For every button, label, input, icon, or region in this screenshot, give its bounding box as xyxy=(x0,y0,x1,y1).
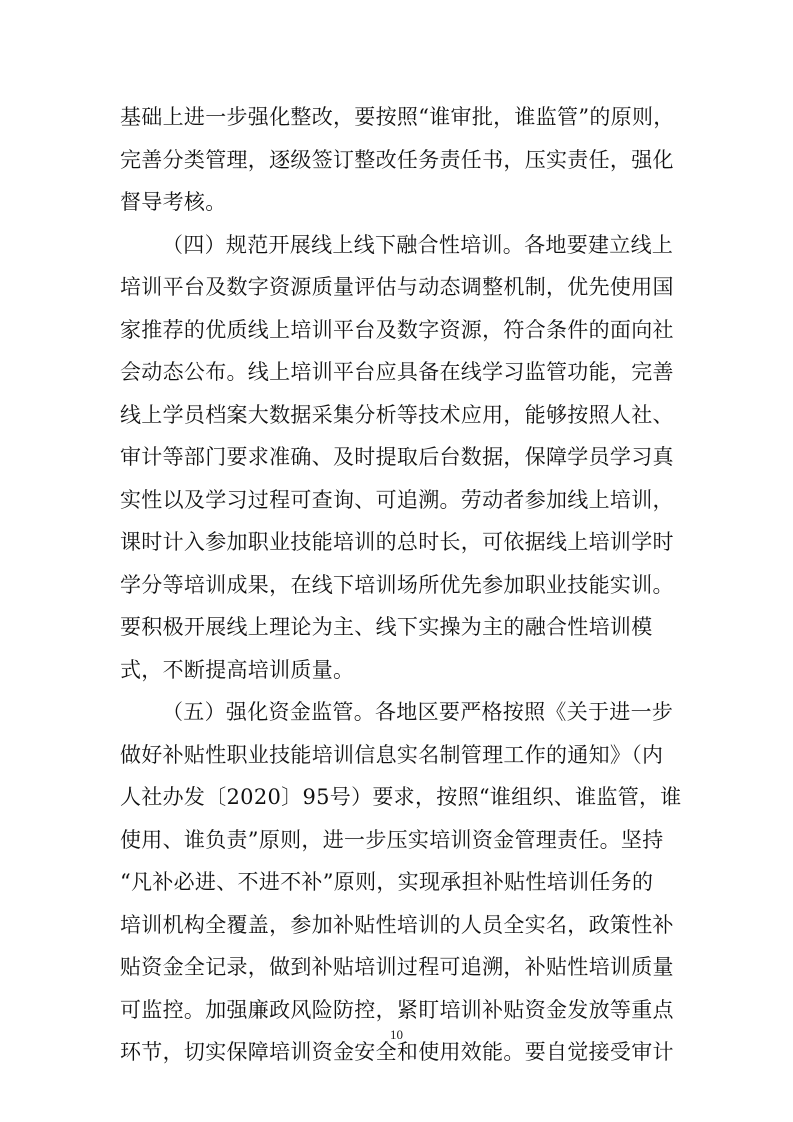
body-line: 可监控。加强廉政风险防控，紧盯培训补贴资金发放等重点 xyxy=(120,998,674,1022)
body-line: 学分等培训成果，在线下培训场所优先参加职业技能实训。 xyxy=(120,573,674,597)
body-line: 培训机构全覆盖，参加补贴性培训的人员全实名，政策性补 xyxy=(120,913,674,937)
body-line: 完善分类管理，逐级签订整改任务责任书，压实责任，强化 xyxy=(120,148,674,172)
body-line: 做好补贴性职业技能培训信息实名制管理工作的通知》（内 xyxy=(120,743,664,767)
body-line: 使用、谁负责”原则，进一步压实培训资金管理责任。坚持 xyxy=(120,828,664,852)
body-line: 线上学员档案大数据采集分析等技术应用，能够按照人社、 xyxy=(120,403,674,427)
body-text: 各地要建立线上 xyxy=(524,233,674,257)
body-line: “凡补必进、不进不补”原则，实现承担补贴性培训任务的 xyxy=(120,870,654,894)
page-number: 10 xyxy=(390,1027,403,1042)
body-line: 式，不断提高培训质量。 xyxy=(120,658,355,682)
section-four-line xyxy=(162,231,732,259)
body-line: 人社办发〔2020〕95号）要求，按照“谁组织、谁监管，谁 xyxy=(120,785,682,809)
body-line: 家推荐的优质线上培训平台及数字资源，符合条件的面向社 xyxy=(120,318,674,342)
section-five-line xyxy=(162,698,732,726)
body-line: 培训平台及数字资源质量评估与动态调整机制，优先使用国 xyxy=(120,275,674,299)
body-line: 课时计入参加职业技能培训的总时长，可依据线上培训学时 xyxy=(120,530,674,554)
section-heading: （四）规范开展线上线下融合性培训。 xyxy=(162,233,525,257)
body-line: 审计等部门要求准确、及时提取后台数据，保障学员学习真 xyxy=(120,445,674,469)
body-line: 基础上进一步强化整改，要按照“谁审批，谁监管”的原则， xyxy=(120,105,675,129)
body-line: 环节，切实保障培训资金安全和使用效能。要自觉接受审计 xyxy=(120,1040,674,1064)
body-text: 各地区要严格按照《关于进一步 xyxy=(375,700,674,724)
body-line: 贴资金全记录，做到补贴培训过程可追溯，补贴性培训质量 xyxy=(120,955,674,979)
body-line: 会动态公布。线上培训平台应具备在线学习监管功能，完善 xyxy=(120,360,674,384)
body-line: 实性以及学习过程可查询、可追溯。劳动者参加线上培训， xyxy=(120,488,674,512)
body-line: 督导考核。 xyxy=(120,190,227,214)
body-line: 要积极开展线上理论为主、线下实操为主的融合性培训模 xyxy=(120,615,653,639)
section-heading: （五）强化资金监管。 xyxy=(162,700,375,724)
